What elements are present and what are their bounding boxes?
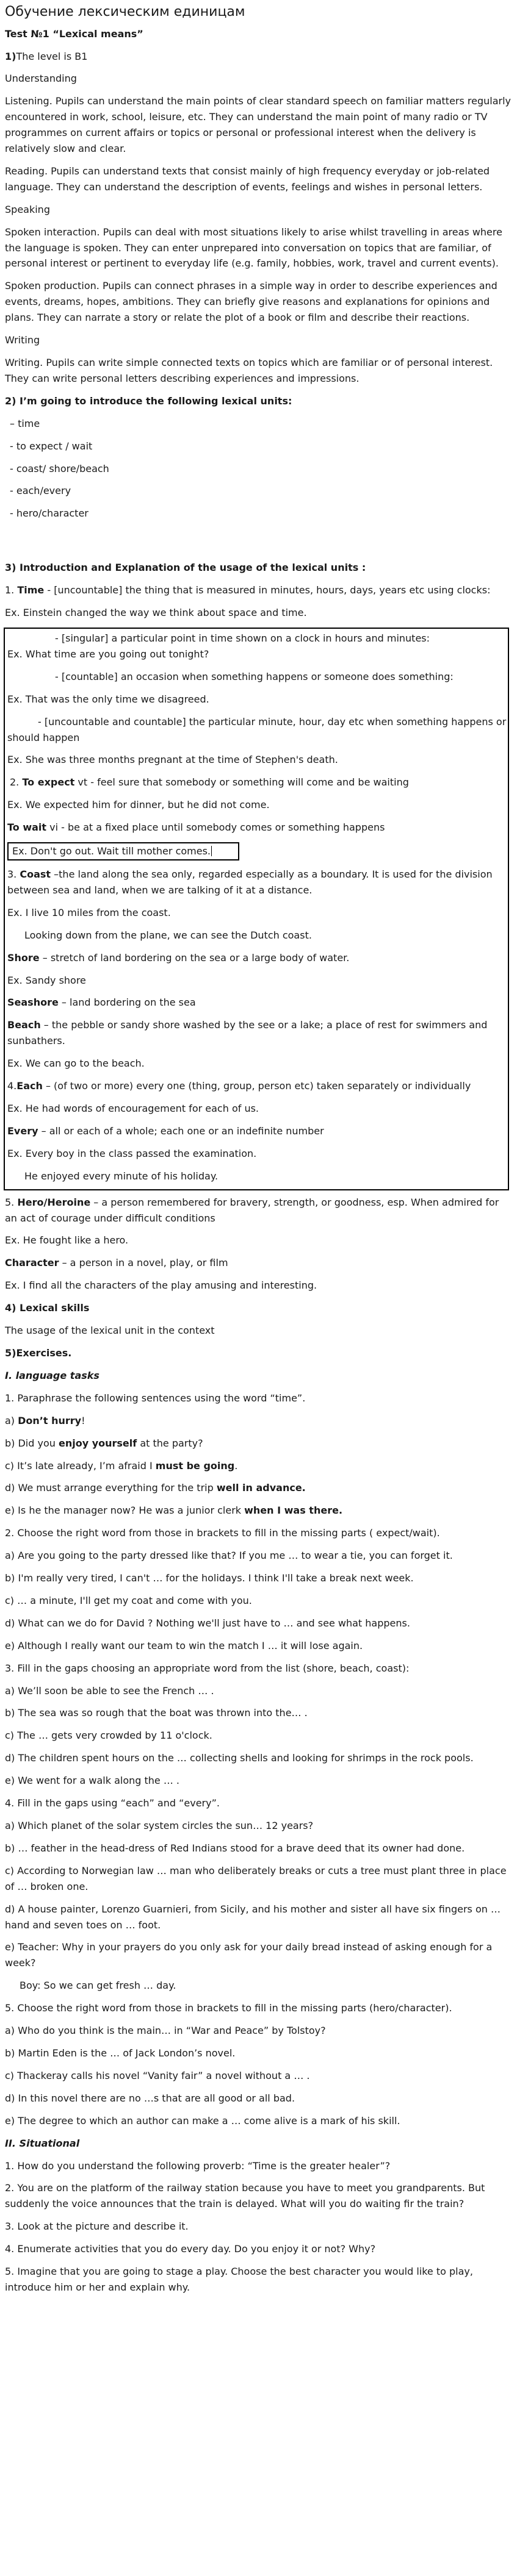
time-sense-2: - [singular] a particular point in time shown on a clock in hours and minutes: — [55, 632, 430, 644]
time-sense-3: - [countable] an occasion when something happens or someone does something: — [55, 670, 454, 682]
every-example-2: He enjoyed every minute of his holiday. — [24, 1170, 219, 1182]
hero-example: Ex. He fought like a hero. — [5, 1234, 129, 1247]
character-example: Ex. I find all the characters of the play amusing and interesting. — [5, 1279, 317, 1292]
exercise-item: a) Which planet of the solar system circles the sun… 12 years? — [5, 1820, 314, 1831]
section-5: 5)Exercises. — [5, 1347, 72, 1359]
beach-example: Ex. We can go to the beach. — [7, 1057, 145, 1070]
section-3: 3) Introduction and Explanation of the usage of the lexical units : — [5, 562, 366, 574]
unit-item: – time — [10, 417, 40, 429]
exercise-item: e) Teacher: Why in your prayers do you only ask for your daily bread instead of asking enough for a week? — [5, 1941, 493, 1969]
exercise-item: d) A house painter, Lorenzo Guarnieri, from Sicily, and his mother and sister all have six fingers on … hand and seven toes on … foot. — [5, 1903, 501, 1931]
coast-example-2: Looking down from the plane, we can see the Dutch coast. — [24, 929, 312, 941]
section-4: 4) Lexical skills — [5, 1302, 90, 1314]
each-definition: 4.Each – (of two or more) every one (thing, group, person etc) taken separately or individually — [7, 1080, 471, 1092]
coast-definition: 3. Coast –the land along the sea only, regarded especially as a boundary. It is used for the division between sea and land, when we are talking of it at a distance. — [7, 868, 493, 896]
reading-paragraph: Reading. Pupils can understand texts that consist mainly of high frequency everyday or job-related language. They can understand the description of events, feelings and wishes in personal letters. — [5, 165, 490, 193]
exercise-item: e) Is he the manager now? He was a junior clerk when I was there. — [5, 1504, 343, 1517]
exercise-item: c) … a minute, I'll get my coat and come with you. — [5, 1594, 252, 1606]
section-2: 2) I’m going to introduce the following lexical units: — [5, 395, 292, 407]
spoken-interaction-paragraph: Spoken interaction. Pupils can deal with most situations likely to arise whilst travelling in areas where the language is spoken. They can enter unprepared into conversation on topics that are familiar, of personal interest or pertinent to everyday life (e.g. family, hobbies, work, travel and current events). — [5, 226, 502, 270]
spoken-production-paragraph: Spoken production. Pupils can connect phrases in a simple way in order to describe experiences and events, dreams, hopes, ambitions. They can briefly give reasons and explanations for opinions and plans. They can narrate a story or relate the plot of a book or film and describe their reactions. — [5, 280, 497, 324]
each-example: Ex. He had words of encouragement for each of us. — [7, 1103, 259, 1114]
time-example: Ex. Einstein changed the way we think about space and time. — [5, 607, 307, 619]
listening-paragraph: Listening. Pupils can understand the main points of clear standard speech on familiar matters regularly encountered in work, school, leisure, etc. They can understand the main point of many radio or TV programmes on current affairs or topics or personal or professional interest when the delivery is relatively slow and clear. — [5, 95, 512, 155]
exercise-item: d) We must arrange everything for the trip well in advance. — [5, 1482, 306, 1494]
situational-task: 2. You are on the platform of the railway station because you have to meet you grandparents. But suddenly the voice announces that the train is delayed. What will you do waiting fir the train? — [5, 2182, 485, 2210]
page-title: Обучение лексическим единицам — [5, 4, 245, 20]
section-1: 1)The level is B1 — [5, 50, 88, 62]
exercise-item-boy: Boy: So we can get fresh … day. — [20, 1980, 176, 1992]
every-definition: Every – all or each of a whole; each one or an indefinite number — [7, 1125, 324, 1137]
unit-item: - coast/ shore/beach — [10, 462, 109, 474]
exercise-item: d) In this novel there are no …s that are all good or all bad. — [5, 2092, 295, 2104]
time-example-2: Ex. What time are you going out tonight? — [7, 648, 209, 660]
exercise-item: c) Thackeray calls his novel “Vanity fair” a novel without a … . — [5, 2069, 310, 2081]
exercise-item: c) It’s late already, I’m afraid I must be going. — [5, 1459, 238, 1472]
wait-example-box: Ex. Don't go out. Wait till mother comes. — [7, 842, 239, 860]
exercise-item: b) Martin Eden is the … of Jack London’s novel. — [5, 2047, 236, 2059]
exercise-3-title: 3. Fill in the gaps choosing an appropriate word from the list (shore, beach, coast): — [5, 1662, 410, 1674]
time-example-3: Ex. That was the only time we disagreed. — [7, 693, 209, 705]
character-definition: Character – a person in a novel, play, or film — [5, 1257, 228, 1269]
beach-definition: Beach – the pebble or sandy shore washed by the see or a lake; a place of rest for swimmers and sunbathers. — [7, 1019, 488, 1047]
exercise-item: a) Who do you think is the main… in “War and Peace” by Tolstoy? — [5, 2025, 326, 2037]
situational-task: 3. Look at the picture and describe it. — [5, 2220, 189, 2233]
situational-heading: II. Situational — [5, 2137, 80, 2149]
hero-definition: 5. Hero/Heroine – a person remembered for bravery, strength, or goodness, esp. When admired for an act of courage under difficult conditions — [5, 1196, 499, 1224]
coast-example: Ex. I live 10 miles from the coast. — [7, 906, 171, 918]
shore-example: Ex. Sandy shore — [7, 974, 86, 986]
exercise-1-title: 1. Paraphrase the following sentences using the word “time”. — [5, 1392, 306, 1404]
exercise-item: b) The sea was so rough that the boat was thrown into the… . — [5, 1707, 308, 1719]
exercise-item: a) Are you going to the party dressed like that? If you me … to wear a tie, you can forget it. — [5, 1550, 453, 1562]
expect-definition: 2. To expect vt - feel sure that somebody or something will come and be waiting — [10, 776, 409, 789]
exercise-item: a) We’ll soon be able to see the French … . — [5, 1684, 214, 1697]
time-sense-4: - [uncountable and countable] the particular minute, hour, day etc when something happens or should happen — [7, 715, 507, 743]
exercise-item: b) Did you enjoy yourself at the party? — [5, 1437, 203, 1449]
exercise-item: e) The degree to which an author can make a … come alive is a mark of his skill. — [5, 2114, 400, 2127]
writing-paragraph: Writing. Pupils can write simple connected texts on topics which are familiar or of personal interest. They can write personal letters describing experiences and impressions. — [5, 357, 493, 384]
understanding-heading: Understanding — [5, 73, 77, 85]
unit-item: - hero/character — [10, 507, 89, 520]
unit-item: - to expect / wait — [10, 440, 93, 452]
text-cursor — [211, 846, 212, 856]
exercise-item: b) I'm really very tired, I can't … for the holidays. I think I'll take a break next week. — [5, 1572, 414, 1584]
time-definition: 1. Time - [uncountable] the thing that is measured in minutes, hours, days, years etc using clocks: — [5, 584, 491, 596]
seashore-definition: Seashore – land bordering on the sea — [7, 996, 196, 1009]
exercise-2-title: 2. Choose the right word from those in brackets to fill in the missing parts ( expect/wait). — [5, 1527, 440, 1539]
unit-item: - each/every — [10, 485, 71, 497]
definitions-box — [4, 628, 509, 1190]
exercise-item: d) What can we do for David ? Nothing we'll just have to … and see what happens. — [5, 1617, 410, 1629]
time-example-4: Ex. She was three months pregnant at the time of Stephen's death. — [7, 754, 338, 766]
exercise-item: b) … feather in the head-dress of Red Indians stood for a brave deed that its owner had done. — [5, 1842, 465, 1854]
section-4-text: The usage of the lexical unit in the context — [5, 1325, 215, 1337]
exercise-item: e) We went for a walk along the … . — [5, 1775, 180, 1787]
writing-heading: Writing — [5, 334, 40, 346]
exercise-item: d) The children spent hours on the … collecting shells and looking for shrimps in the rock pools. — [5, 1752, 474, 1764]
exercise-item: e) Although I really want our team to win the match I … it will lose again. — [5, 1639, 363, 1651]
wait-definition: To wait vi - be at a fixed place until somebody comes or something happens — [7, 821, 385, 834]
situational-task: 4. Enumerate activities that you do every day. Do you enjoy it or not? Why? — [5, 2243, 376, 2255]
situational-task: 1. How do you understand the following proverb: “Time is the greater healer”? — [5, 2159, 391, 2172]
exercise-5-title: 5. Choose the right word from those in brackets to fill in the missing parts (hero/character). — [5, 2002, 452, 2014]
language-tasks-heading: I. language tasks — [5, 1369, 99, 1381]
exercise-item: a) Don’t hurry! — [5, 1414, 85, 1426]
speaking-heading: Speaking — [5, 203, 50, 215]
exercise-4-title: 4. Fill in the gaps using “each” and “every”. — [5, 1797, 220, 1809]
expect-example: Ex. We expected him for dinner, but he did not come. — [7, 799, 270, 811]
situational-task: 5. Imagine that you are going to stage a play. Choose the best character you would like to play, introduce him or her and explain why. — [5, 2266, 473, 2293]
exercise-item: c) According to Norwegian law … man who deliberately breaks or cuts a tree must plant three in place of … broken one. — [5, 1864, 507, 1892]
test-heading: Test №1 “Lexical means” — [5, 27, 143, 40]
exercise-item: c) The … gets very crowded by 11 o'clock. — [5, 1730, 212, 1742]
shore-definition: Shore – stretch of land bordering on the sea or a large body of water. — [7, 951, 350, 964]
every-example: Ex. Every boy in the class passed the examination. — [7, 1147, 257, 1159]
